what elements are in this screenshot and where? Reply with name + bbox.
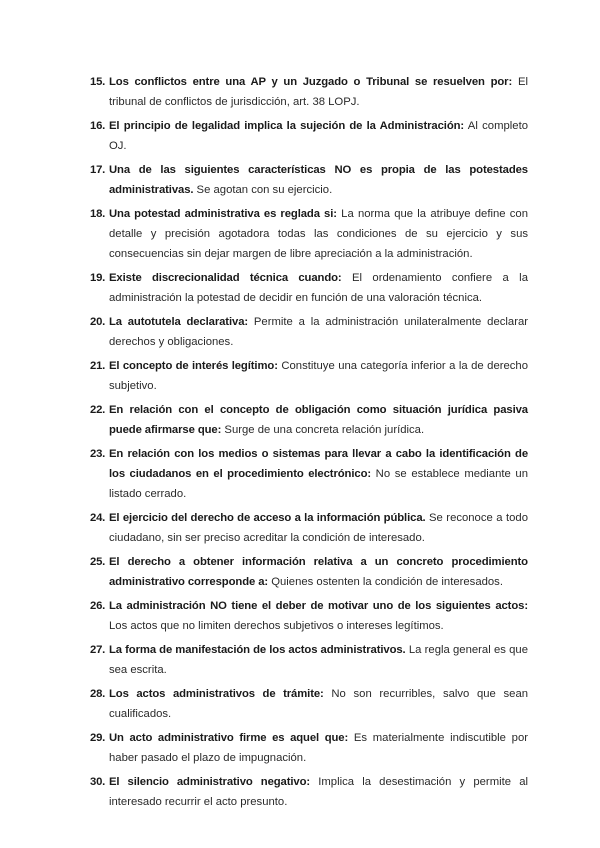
item-answer: El ordenamiento confiere a la administración la potestad de decidir en función de una valoración técnica. <box>109 272 528 304</box>
item-question: Una de las siguientes características NO es propia de las potestades administrativas. <box>109 164 528 196</box>
list-item <box>90 596 528 636</box>
item-number: 16. <box>90 120 106 132</box>
item-answer: Constituye una categoría inferior a la de derecho subjetivo. <box>109 360 528 392</box>
list-item <box>90 444 528 504</box>
item-number: 29. <box>90 732 106 744</box>
item-number: 22. <box>90 404 106 416</box>
list-item <box>90 728 528 768</box>
item-question: La autotutela declarativa: <box>109 316 249 328</box>
item-number: 21. <box>90 360 106 372</box>
item-number: 23. <box>90 448 106 460</box>
item-answer: Es materialmente indiscutible por haber pasado el plazo de impugnación. <box>109 732 528 764</box>
item-answer: No son recurribles, salvo que sean cualificados. <box>109 688 529 720</box>
list-item <box>90 160 528 200</box>
item-question: La forma de manifestación de los actos administrativos. <box>109 644 406 656</box>
list-item <box>90 72 528 112</box>
list-item <box>90 684 528 724</box>
item-answer: La norma que la atribuye define con detalle y precisión agotadora todas las condiciones de su ejercicio y sus consecuencias sin dejar margen de libre apreciación a la administración. <box>109 208 528 260</box>
item-number: 18. <box>90 208 106 220</box>
list-item <box>90 204 528 264</box>
item-question: El silencio administrativo negativo: <box>109 776 311 788</box>
list-item <box>90 508 528 548</box>
item-number: 28. <box>90 688 106 700</box>
item-answer: Se agotan con su ejercicio. <box>193 184 333 196</box>
item-question: Una potestad administrativa es reglada si: <box>109 208 337 220</box>
item-number: 19. <box>90 272 106 284</box>
item-answer: Permite a la administración unilateralmente declarar derechos y obligaciones. <box>109 316 528 348</box>
item-question: El derecho a obtener información relativa a un concreto procedimiento administrativo corresponde a: <box>109 556 528 588</box>
item-number: 27. <box>90 644 106 656</box>
item-answer: El tribunal de conflictos de jurisdicción, art. 38 LOPJ. <box>109 76 528 108</box>
question-list <box>90 72 528 816</box>
item-question: La administración NO tiene el deber de motivar uno de los siguientes actos: <box>109 600 528 612</box>
list-item <box>90 312 528 352</box>
item-number: 30. <box>90 776 106 788</box>
item-answer: No se establece mediante un listado cerrado. <box>109 468 528 500</box>
item-question: Existe discrecionalidad técnica cuando: <box>109 272 342 284</box>
item-answer: La regla general es que sea escrita. <box>109 644 528 676</box>
item-number: 24. <box>90 512 106 524</box>
list-item <box>90 356 528 396</box>
item-number: 26. <box>90 600 106 612</box>
list-item <box>90 640 528 680</box>
item-question: El principio de legalidad implica la sujeción de la Administración: <box>109 120 465 132</box>
item-answer: Surge de una concreta relación jurídica. <box>221 424 425 436</box>
list-item <box>90 552 528 592</box>
list-item <box>90 772 528 812</box>
item-answer: Implica la desestimación y permite al interesado recurrir el acto presunto. <box>109 776 528 808</box>
item-number: 15. <box>90 76 106 88</box>
item-question: En relación con el concepto de obligación como situación jurídica pasiva puede afirmarse que: <box>109 404 528 436</box>
item-answer: Quienes ostenten la condición de interesados. <box>268 576 503 588</box>
list-item <box>90 116 528 156</box>
item-number: 17. <box>90 164 106 176</box>
item-answer: Se reconoce a todo ciudadano, sin ser preciso acreditar la condición de interesado. <box>109 512 528 544</box>
item-number: 20. <box>90 316 106 328</box>
item-answer: Al completo OJ. <box>109 120 529 152</box>
item-question: Los actos administrativos de trámite: <box>109 688 324 700</box>
item-answer: Los actos que no limiten derechos subjetivos o intereses legítimos. <box>109 620 444 632</box>
list-item <box>90 400 528 440</box>
item-question: Los conflictos entre una AP y un Juzgado o Tribunal se resuelven por: <box>109 76 513 88</box>
item-question: Un acto administrativo firme es aquel que: <box>109 732 349 744</box>
item-question: En relación con los medios o sistemas para llevar a cabo la identificación de los ciudadanos en el procedimiento electrónico: <box>109 448 528 480</box>
item-question: El concepto de interés legítimo: <box>109 360 278 372</box>
item-number: 25. <box>90 556 106 568</box>
item-question: El ejercicio del derecho de acceso a la información pública. <box>109 512 426 524</box>
list-item <box>90 268 528 308</box>
